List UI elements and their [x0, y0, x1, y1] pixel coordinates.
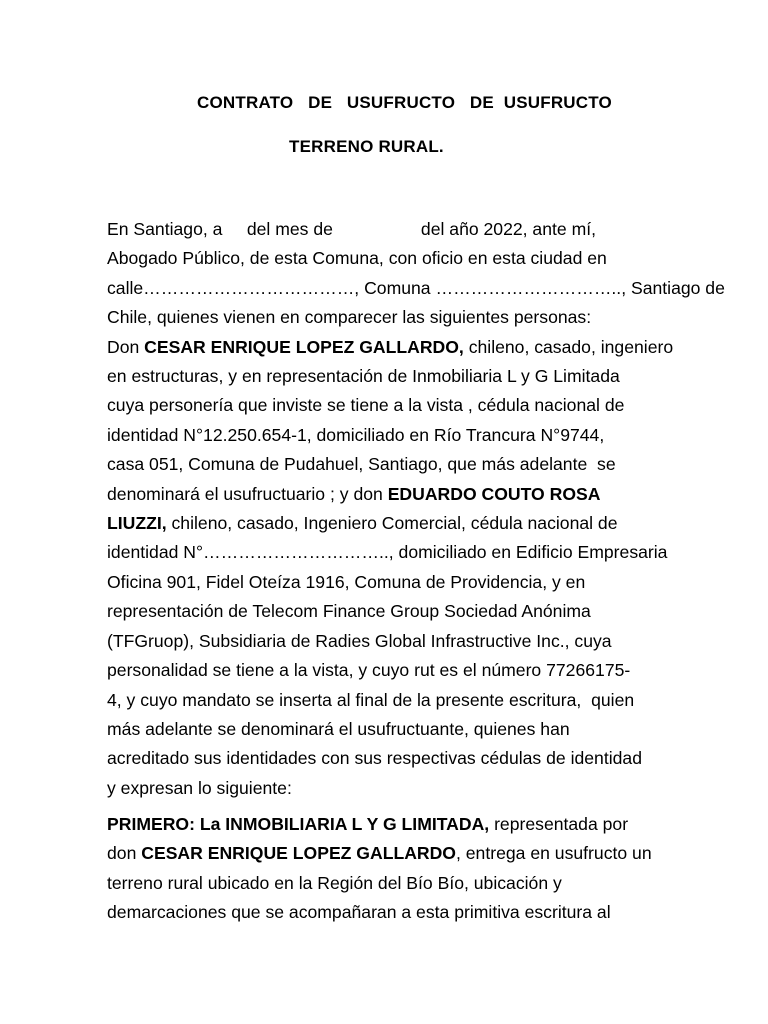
text-run: Abogado Público, de esta Comuna, con oficio en esta ciudad en — [107, 248, 607, 269]
text-line — [107, 568, 667, 597]
text-run: chileno, casado, Ingeniero Comercial, cédula nacional de — [166, 513, 618, 534]
text-run: y expresan lo siguiente: — [107, 777, 292, 798]
text-run: más adelante se denominará el usufructuante, quienes han — [107, 718, 570, 739]
text-run: don — [107, 843, 142, 864]
text-line — [107, 869, 667, 898]
text-line — [107, 627, 667, 656]
text-line — [107, 362, 667, 391]
text-line — [107, 686, 667, 715]
text-run: terreno rural ubicado en la Región del Bío Bío, ubicación y — [107, 872, 562, 893]
text-run: personalidad se tiene a la vista, y cuyo rut es el número 77266175- — [107, 660, 631, 681]
text-line — [107, 391, 667, 420]
text-run: en estructuras, y en representación de Inmobiliaria L y G Limitada — [107, 366, 620, 387]
text-run: denominará el usufructuario ; y don — [107, 483, 388, 504]
text-line — [107, 744, 667, 773]
text-run: identidad N°………………………….., domiciliado en Edificio Empresaria — [107, 542, 668, 563]
text-line — [107, 450, 667, 479]
document-title: CONTRATO DE USUFRUCTO DE USUFRUCTO — [197, 93, 612, 112]
text-line — [107, 303, 667, 332]
text-line — [107, 480, 667, 509]
text-line — [107, 333, 674, 362]
text-run: , entrega en usufructo un — [456, 843, 652, 864]
text-line — [107, 274, 725, 303]
document-subtitle: TERRENO RURAL. — [289, 137, 444, 156]
text-run: (TFGruop), Subsidiaria de Radies Global Infrastructive Inc., cuya — [107, 630, 612, 651]
bold-text-run: EDUARDO COUTO ROSA — [387, 483, 601, 504]
text-run: representada por — [489, 814, 629, 834]
paragraph-primero — [107, 810, 667, 928]
text-run: En Santiago, a del mes de del año 2022, ante mí, — [107, 219, 596, 239]
bold-text-run: CESAR ENRIQUE LOPEZ GALLARDO — [141, 843, 456, 864]
text-line — [107, 898, 667, 927]
text-run: Don — [107, 336, 145, 357]
text-line — [107, 215, 667, 244]
text-line — [107, 656, 667, 685]
text-line — [107, 244, 667, 273]
text-line — [107, 421, 667, 450]
text-run: demarcaciones que se acompañaran a esta primitiva escritura al — [107, 902, 611, 923]
text-run: Chile, quienes vienen en comparecer las siguientes personas: — [107, 307, 592, 328]
text-run: representación de Telecom Finance Group Sociedad Anónima — [107, 601, 591, 622]
text-run: calle………………………………, Comuna ………………………….., Santiago de — [107, 277, 725, 298]
text-run: 4, y cuyo mandato se inserta al final de la presente escritura, quien — [107, 689, 635, 710]
text-run: Oficina 901, Fidel Oteíza 1916, Comuna de Providencia, y en — [107, 571, 586, 592]
text-line — [107, 597, 667, 626]
text-run: chileno, casado, ingeniero — [463, 336, 674, 357]
text-run: casa 051, Comuna de Pudahuel, Santiago, que más adelante se — [107, 454, 616, 475]
bold-text-run: PRIMERO: La INMOBILIARIA L Y G LIMITADA, — [107, 814, 490, 834]
bold-text-run: CESAR ENRIQUE LOPEZ GALLARDO, — [144, 336, 464, 357]
paragraph-introduction — [107, 215, 725, 803]
text-run: acreditado sus identidades con sus respectivas cédulas de identidad — [107, 748, 642, 769]
text-line — [107, 774, 667, 803]
text-line — [107, 509, 667, 538]
text-line — [107, 810, 667, 839]
text-line — [107, 715, 667, 744]
text-run: cuya personería que inviste se tiene a la vista , cédula nacional de — [107, 395, 625, 416]
text-run: identidad N°12.250.654-1, domiciliado en Río Trancura N°9744, — [107, 424, 605, 445]
text-line — [107, 538, 667, 567]
bold-text-run: LIUZZI, — [107, 513, 167, 534]
text-line — [107, 839, 667, 868]
